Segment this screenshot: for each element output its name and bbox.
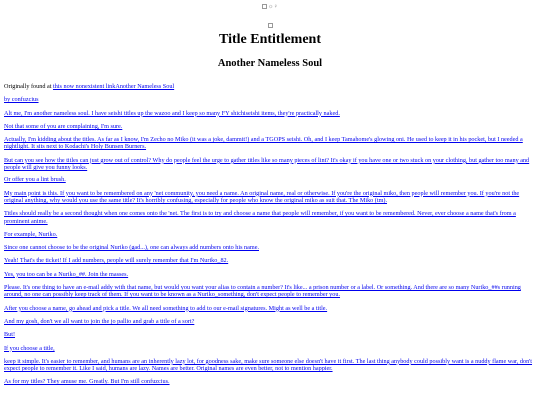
broken-image-icon (262, 4, 267, 9)
top-image-bar (4, 0, 536, 11)
paragraph-link[interactable]: Please. It's one thing to have an e-mail addy with that name, but would you want your alias to contain a number? It's like... a prison number or a label. Or something. And there are so many Nuriko_##s running around, no one can possibly keep track of them. If you want to be known as a Nuriko_something, don't expect people to remember you. (4, 284, 521, 299)
paragraph-link[interactable]: Since one cannot choose to be the original Nuriko (gad...), one can always add numbers onto his name. (4, 244, 259, 252)
article-paragraph[interactable] (4, 345, 536, 352)
paragraph-link[interactable]: Or offer you a lint brush. (4, 176, 66, 184)
paragraph-link[interactable]: Alt me, I'm another nameless soul. I have seishi titles up the wazoo and I keep so many FY shichiseishi items, they're practically naked. (4, 109, 340, 117)
paragraph-link[interactable]: Not that some of you are complaining, I'm sure. (4, 122, 123, 130)
source-prefix: Originally found at (4, 83, 53, 90)
paragraph-link[interactable]: But can you see how the titles can just grow out of control? Why do people feel the urge to gather titles like so many pieces of lint? It's okay if you have one or two stuck on your clothing, but gather too many and people will give you funny looks. (4, 156, 530, 172)
article-paragraph[interactable] (4, 157, 536, 172)
author-line (4, 96, 536, 103)
page-subtitle: Another Nameless Soul (217, 58, 323, 69)
article-body (4, 110, 536, 386)
paragraph-link[interactable]: My main point is this. If you want to be remembered on any 'net community, you need a name. An original name, real or otherwise. If you're the original miko, then people will remember you. If you're not the original anything, why would you use the same title? It's horribly confusing, especially for people who know the original miko as suit that. The Miko (tm). (4, 189, 520, 204)
author-link[interactable]: by confuzcius (4, 96, 39, 104)
article-paragraph[interactable] (4, 123, 536, 130)
article-paragraph[interactable] (4, 210, 536, 225)
article-paragraph[interactable] (4, 378, 536, 385)
paragraph-link[interactable]: keep it simple. It's easier to remember, and humans are an inherently lazy lot, for goodness sake, make sure someone else doesn't have it first. The last thing anybody could possibly want is a nuddy flame war, don't expect people to remember it. Like I said, humans are lazy. Names are better. Original names are even better, not to mention happier. (4, 357, 533, 373)
paragraph-link[interactable]: And my gosh, don't we all want to join the jo pallio and grab a title of a sort? (4, 317, 195, 325)
article-paragraph[interactable] (4, 358, 536, 373)
paragraph-link[interactable]: If you choose a title, (4, 344, 55, 352)
article-paragraph[interactable] (4, 110, 536, 117)
paragraph-link[interactable]: But! (4, 331, 16, 339)
article-paragraph[interactable] (4, 231, 536, 238)
paragraph-link[interactable]: Titles should really be a second thought when one comes onto the 'net. The first is to try and choose a name that people will remember, if you want to be remembered. Never, ever choose a name that's from a prominent anime. (4, 210, 516, 225)
paragraph-link[interactable]: Actually, I'm kidding about the titles. As far as I know, I'm Zecho no Miko (it was a joke, dammit!) and a TGOPS seishi. Oh, and I keep Tamahome's glowing oni. He used to keep it in his pocket, but I needed a nightlight. It sits next to Kodachi's Holy Bunsen Burners. (4, 136, 523, 151)
article-paragraph[interactable] (4, 331, 536, 338)
article-paragraph[interactable] (4, 284, 536, 299)
paragraph-link[interactable]: As for my titles? They amuse me. Greatly. But I'm still confuzcius. (4, 378, 170, 386)
article-paragraph[interactable] (4, 305, 536, 312)
center-image (4, 16, 536, 23)
page-title: Title Entitlement (218, 32, 321, 47)
article-paragraph[interactable] (4, 176, 536, 183)
source-line (4, 83, 536, 90)
article-paragraph[interactable] (4, 190, 536, 205)
article-paragraph[interactable] (4, 271, 536, 278)
broken-image-icon (268, 23, 273, 28)
paragraph-link[interactable]: For example, Nuriko. (4, 230, 58, 238)
paragraph-link[interactable]: Yes, you too can be a Nuriko_##. Join the masses. (4, 270, 129, 278)
source-link[interactable]: this now nonexistent linkAnother Nameless Soul (52, 83, 175, 90)
paragraph-link[interactable]: After you choose a name, go ahead and pick a title. We all need something to add to our e-mail signatures. Might as well be a title. (4, 304, 328, 312)
article-paragraph[interactable] (4, 318, 536, 325)
decorative-symbol: ☼♀ (268, 4, 278, 10)
paragraph-link[interactable]: Yeah! That's the ticket! If I add numbers, people will surely remember that I'm Nuriko_82. (4, 257, 229, 265)
article-paragraph[interactable] (4, 136, 536, 151)
article-paragraph[interactable] (4, 244, 536, 251)
article-paragraph[interactable] (4, 257, 536, 264)
